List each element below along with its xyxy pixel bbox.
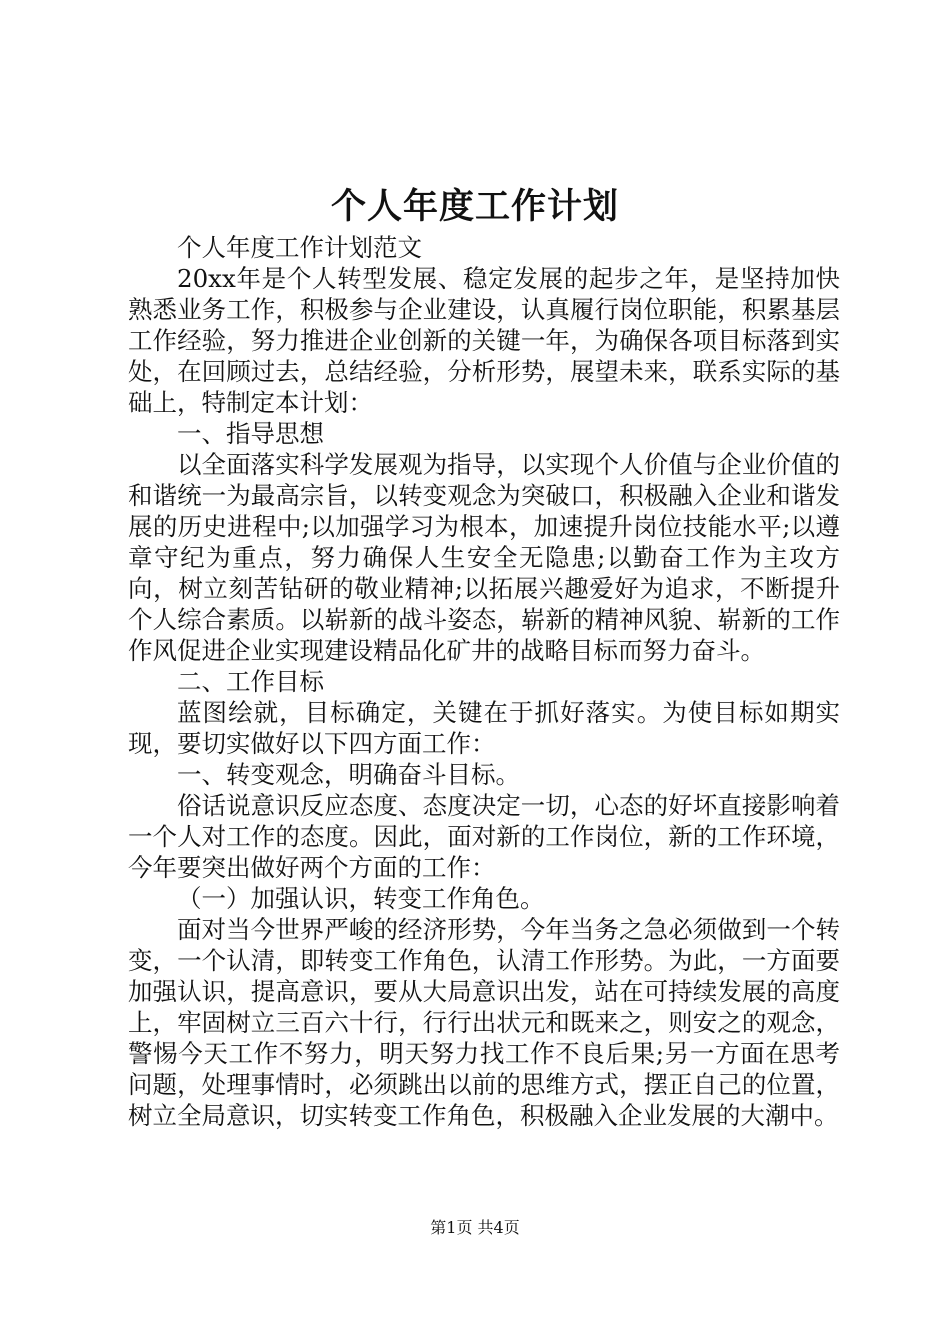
- section-heading-work-goals: 二、工作目标: [177, 667, 324, 696]
- page-title: 个人年度工作计划: [330, 186, 619, 227]
- document-body: [128, 232, 840, 1131]
- paragraph-subtitle: 个人年度工作计划范文: [177, 233, 422, 262]
- section-heading-guiding-ideology: 一、指导思想: [177, 419, 324, 448]
- subsection-heading-change-concept: 一、转变观念，明确奋斗目标。: [177, 760, 520, 789]
- paragraph-strengthen-awareness: 面对当今世界严峻的经济形势，今年当务之急必须做到一个转变，一个认清，即转变工作角色，认清工作形势。为此，一方面要加强认识，提高意识，要从大局意识出发，站在可持续发展的高度上，牢固树立三百六十行，行行出状元和既来之，则安之的观念，警惕今天工作不努力，明天努力找工作不良后果;另一方面在思考问题，处理事情时，必须跳出以前的思维方式，摆正自己的位置，树立全局意识，切实转变工作角色，积极融入企业发展的大潮中。: [128, 915, 840, 1130]
- paragraph-change-concept: 俗话说意识反应态度、态度决定一切，心态的好坏直接影响着一个人对工作的态度。因此，面对新的工作岗位，新的工作环境，今年要突出做好两个方面的工作：: [128, 791, 840, 882]
- page-footer: 第1页 共4页: [430, 1218, 520, 1237]
- paragraph-work-goals: 蓝图绘就，目标确定，关键在于抓好落实。为使目标如期实现，要切实做好以下四方面工作：: [128, 698, 840, 758]
- paragraph-guiding-ideology: 以全面落实科学发展观为指导，以实现个人价值与企业价值的和谐统一为最高宗旨，以转变观念为突破口，积极融入企业和谐发展的历史进程中;以加强学习为根本，加速提升岗位技能水平;以遵章守纪为重点，努力确保人生安全无隐患;以勤奋工作为主攻方向，树立刻苦钻研的敬业精神;以拓展兴趣爱好为追求，不断提升个人综合素质。以崭新的战斗姿态，崭新的精神风貌、崭新的工作作风促进企业实现建设精品化矿井的战略目标而努力奋斗。: [128, 450, 840, 665]
- subsection-heading-strengthen-awareness: （一）加强认识，转变工作角色。: [177, 884, 545, 913]
- paragraph-intro: 20xx年是个人转型发展、稳定发展的起步之年，是坚持加快熟悉业务工作，积极参与企业建设，认真履行岗位职能，积累基层工作经验，努力推进企业创新的关键一年，为确保各项目标落到实处，在回顾过去，总结经验，分析形势，展望未来，联系实际的基础上，特制定本计划：: [128, 264, 840, 417]
